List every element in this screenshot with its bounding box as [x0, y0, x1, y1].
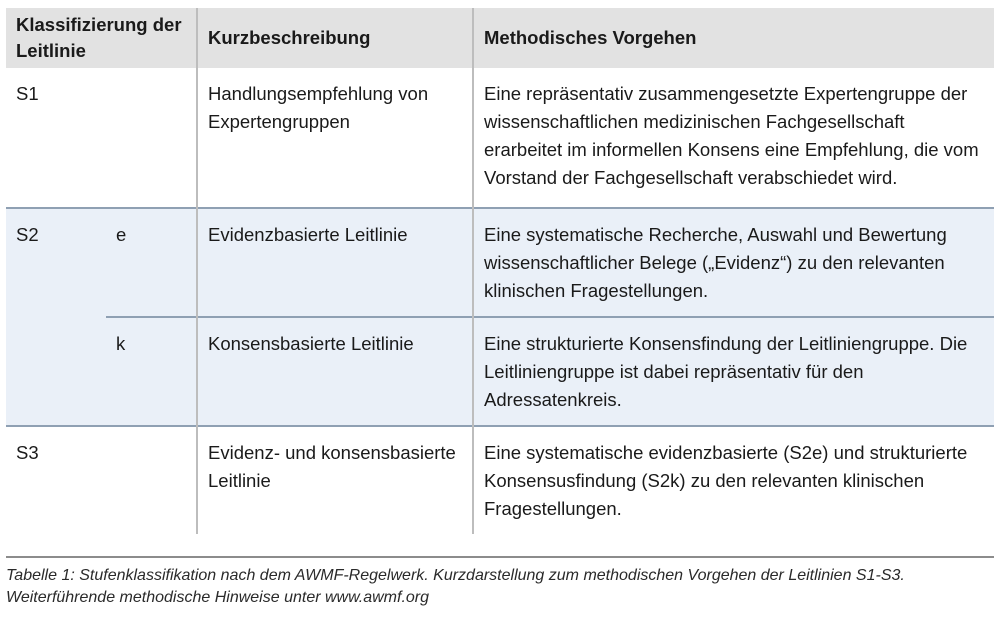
table-bottom-rule — [6, 556, 994, 558]
level-cell: S2 — [6, 208, 106, 426]
summary-cell: Handlungsempfehlung von Expertengruppen — [197, 68, 473, 208]
method-cell: Eine strukturierte Konsensfindung der Leitliniengruppe. Die Leitliniengruppe ist dabei repräsentativ für den Adressatenkreis. — [473, 317, 994, 426]
table-row-s1 — [6, 68, 994, 208]
sub-level-cell: k — [106, 317, 197, 426]
summary-cell: Evidenz- und konsensbasierte Leitlinie — [197, 426, 473, 534]
guideline-classification-table — [6, 8, 994, 534]
table-row-s2e — [6, 208, 994, 317]
level-cell: S3 — [6, 426, 197, 534]
header-classification: Klassifizierung der Leitlinie — [6, 8, 197, 68]
table-row-s3 — [6, 426, 994, 534]
header-method: Methodisches Vorgehen — [473, 8, 994, 68]
table-row-s2k — [6, 317, 994, 426]
table-caption: Tabelle 1: Stufenklassifikation nach dem AWMF-Regelwerk. Kurzdarstellung zum methodischen Vorgehen der Leitlinien S1-S3. Weiterführende methodische Hinweise unter www.awmf.org — [6, 567, 905, 606]
summary-cell: Konsensbasierte Leitlinie — [197, 317, 473, 426]
method-cell: Eine systematische Recherche, Auswahl und Bewertung wissenschaftlicher Belege („Evidenz“) zu den relevanten klinischen Fragestellungen. — [473, 208, 994, 317]
method-cell: Eine repräsentativ zusammengesetzte Expertengruppe der wissenschaftlichen medizinischen Fachgesellschaft erarbeitet im informellen Konsens eine Empfehlung, die vom Vorstand der Fachgesellschaft verabschiedet wird. — [473, 68, 994, 208]
sub-level-cell: e — [106, 208, 197, 317]
header-summary: Kurzbeschreibung — [197, 8, 473, 68]
level-cell: S1 — [6, 68, 197, 208]
summary-cell: Evidenzbasierte Leitlinie — [197, 208, 473, 317]
table-header-row — [6, 8, 994, 68]
method-cell: Eine systematische evidenzbasierte (S2e) und strukturierte Konsensusfindung (S2k) zu den relevanten klinischen Fragestellungen. — [473, 426, 994, 534]
